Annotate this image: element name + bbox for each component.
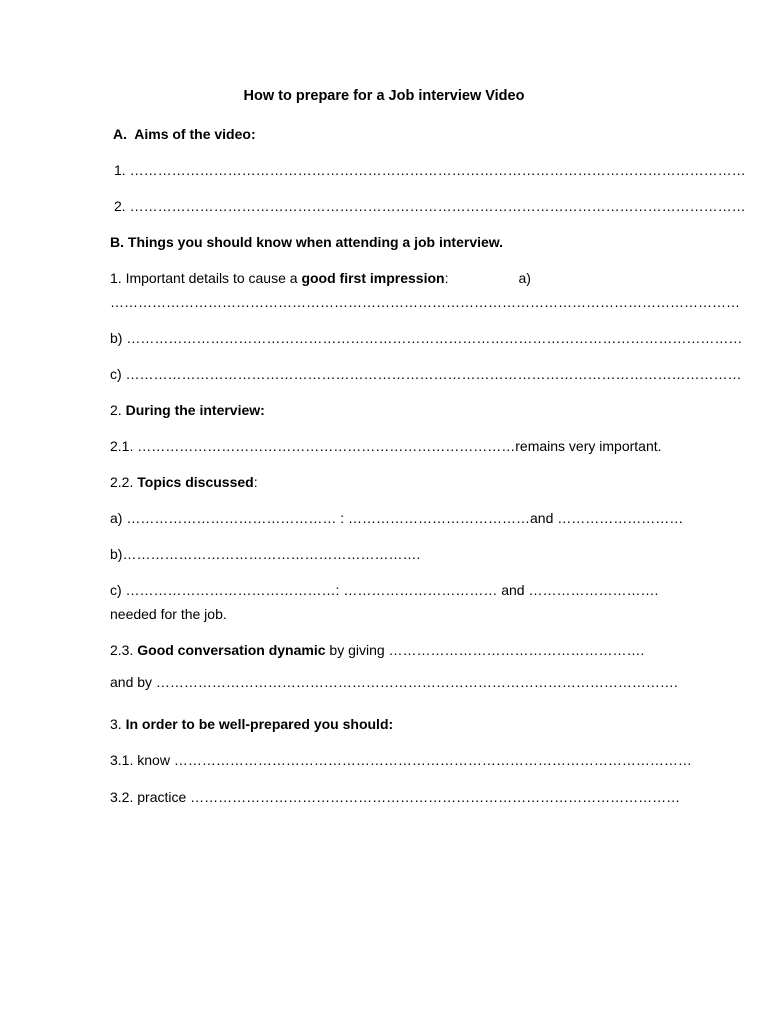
- question-2-3: [110, 641, 644, 659]
- question-3-bold: In order to be well-prepared you should:: [125, 716, 394, 732]
- question-2-2-answer-c-continued: needed for the job.: [110, 606, 227, 622]
- aims-item-2: 2. ……………………………………………………………………………………………………………………: [114, 198, 746, 214]
- question-2-2-suffix: :: [253, 474, 258, 490]
- question-2-2-prefix: 2.2.: [110, 474, 138, 490]
- question-1: [110, 269, 531, 287]
- aims-item-1: 1. ……………………………………………………………………………………………………………………: [114, 162, 746, 178]
- question-2-2-answer-b: b)……………………………………………………….: [110, 546, 421, 562]
- question-2-3-prefix: 2.3.: [110, 642, 138, 658]
- question-2-prefix: 2.: [110, 402, 126, 418]
- question-1-answer-c: c) ……………………………………………………………………………………………………………………: [110, 366, 742, 382]
- question-2-2-answer-a: a) ……………………………………… : …………………………………and ………………………: [110, 510, 684, 526]
- question-2-2: [110, 473, 258, 491]
- question-1-suffix: : a): [444, 270, 531, 286]
- question-1-prefix: 1. Important details to cause a: [110, 270, 302, 286]
- section-a-heading: A. Aims of the video:: [113, 126, 256, 142]
- page-title: How to prepare for a Job interview Video: [243, 88, 525, 104]
- question-3-1: 3.1. know …………………………………………………………………………………………………: [110, 752, 692, 768]
- section-b-heading: B. Things you should know when attending a job interview.: [110, 234, 504, 250]
- question-2-1: 2.1. ………………………………………………………………………remains very important.: [110, 438, 662, 454]
- question-2-2-answer-c: c) ………………………………………: …………………………… and ……………………….: [110, 582, 659, 598]
- question-2-bold: During the interview:: [125, 402, 265, 418]
- question-2: [110, 401, 265, 419]
- question-1-bold: good first impression: [301, 270, 445, 286]
- question-3-prefix: 3.: [110, 716, 126, 732]
- question-2-3-continued: and by ………………………………………………………………………………………………….: [110, 674, 678, 690]
- question-2-2-bold: Topics discussed: [137, 474, 254, 490]
- question-3: [110, 715, 393, 733]
- question-1-answer-b: b) ……………………………………………………………………………………………………………………: [110, 330, 743, 346]
- question-2-3-suffix: by giving ……………………………………………….: [325, 642, 645, 658]
- question-1-answer-a: ………………………………………………………………………………………………………………………: [110, 294, 740, 310]
- question-3-2: 3.2. practice ……………………………………………………………………………………………: [110, 789, 681, 805]
- question-2-3-bold: Good conversation dynamic: [137, 642, 326, 658]
